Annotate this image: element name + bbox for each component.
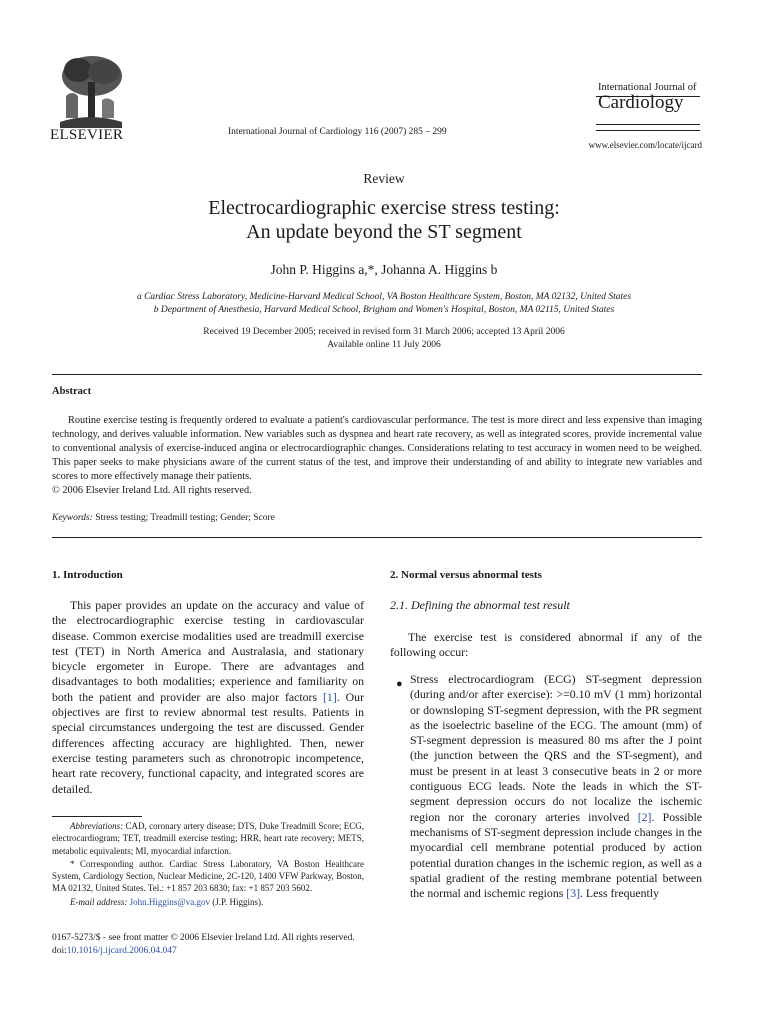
article-type: Review (363, 171, 405, 186)
journal-brand-line1: International Journal of (598, 82, 697, 93)
bullet-text-part1: Stress electrocardiogram (ECG) ST-segment depression (during and/or after exercise): >=0.10 mV (1 mm) horizontal or downsloping ST-segment depression, with the PR segment as the isoelectric baseline of the ECG. The amount (mm) of ST-segment depression is measured 80 ms after the J point (the junction between the QRS and the ST-segment), and must be present in at least 3 consecutive beats in 2 or more contiguous ECG leads. Note the leads in which the ST-segment depression occurs do not localize the ischemic region nor the coronary arteries involved (410, 672, 702, 824)
email-suffix: (J.P. Higgins). (212, 896, 264, 907)
abstract-text: Routine exercise testing is frequently ordered to evaluate a patient's cardiovascular performance. The test is more direct and less expensive than imaging technology, and derives valuable information. New variables such as dyspnea and heart rate recovery, as well as integrated scores, provide incremental value to conventional analysis of exercise-induced angina or electrocardiographic changes. Considerations relating to test accuracy in women need to be weighed. This paper seeks to make physicians aware of the current status of the test, and improve their understanding of and ability to integrate new variables and scores to more effectively manage their patients. (52, 415, 702, 482)
journal-url[interactable]: www.elsevier.com/locate/ijcard (588, 140, 702, 150)
abstract-heading: Abstract (52, 386, 92, 397)
abstract-top-rule (52, 374, 702, 375)
bullet-text-part3: . Less frequently (580, 886, 659, 901)
doi-label: doi: (52, 946, 67, 956)
title-line-2: An update beyond the ST segment (246, 221, 522, 243)
available-online: Available online 11 July 2006 (327, 340, 441, 350)
abstract-body (52, 414, 702, 498)
journal-citation: International Journal of Cardiology 116 (2007) 285 – 299 (228, 127, 447, 137)
footnotes (52, 820, 364, 909)
citation-link-2[interactable]: [2] (637, 809, 652, 824)
abbrev-text: CAD, coronary artery disease; DTS, Duke Treadmill Score; ECG, electrocardiogram; TET, treadmill exercise testing; HRR, heart rate recovery; METS, metabolic equivalents; MI, myocardial infarction. (52, 821, 364, 856)
abbrev-label: Abbreviations: (70, 821, 124, 831)
keywords-list: Stress testing; Treadmill testing; Gender; Score (95, 513, 275, 523)
abstract-bottom-rule (52, 537, 702, 538)
abnormal-intro (390, 630, 702, 661)
intro-text (52, 598, 364, 797)
bullet-st-depression (410, 672, 702, 901)
subsection-heading-abnormal-result: 2.1. Defining the abnormal test result (390, 598, 570, 612)
section-heading-introduction: 1. Introduction (52, 569, 123, 581)
footnote-corresponding-author: * Corresponding author. Cardiac Stress Laboratory, VA Boston Healthcare System, Cardiology Section, Nuclear Medicine, 2C-120, 1400 VFW Parkway, Boston, MA 02132, United States. Tel.: +1 857 203 6830; fax: +1 857 203 5602. (52, 858, 364, 894)
brand-rule-mid (596, 124, 700, 125)
issn-line: 0167-5273/$ - see front matter © 2006 Elsevier Ireland Ltd. All rights reserved. (52, 933, 355, 943)
brand-rule-bottom (596, 130, 700, 131)
footnote-abbreviations (52, 820, 364, 857)
elsevier-tree-logo (52, 52, 128, 128)
section-heading-normal-vs-abnormal: 2. Normal versus abnormal tests (390, 569, 542, 581)
citation-link-3[interactable]: [3] (566, 886, 581, 901)
bullet-text-part2: . Possible mechanisms of ST-segment depression include changes in the myocardial cell membrane potential produced by action potential duration changes in the ischemic region, as well as a spatial gradient of the resting membrane potential between the normal and ischemic regions (410, 809, 702, 901)
keywords-label: Keywords: (52, 513, 93, 523)
journal-brand-name: Cardiology (598, 92, 684, 113)
intro-text-part1: This paper provides an update on the accuracy and value of the electrocardiographic exercise testing in cardiovascular disease. Common exercise modalities used are treadmill exercise test (TET) in North America and Australasia, and stationary bicycle ergometer in Europe. There are advantages and disadvantages to both modalities; experience and familiarity on both the patient and provider are also major factors (52, 598, 364, 704)
publisher-name: ELSEVIER (50, 127, 124, 143)
doi-link[interactable]: 10.1016/j.ijcard.2006.04.047 (66, 946, 177, 956)
abnormal-intro-text: The exercise test is considered abnormal if any of the following occur: (390, 630, 702, 660)
citation-link-1[interactable]: [1] (323, 689, 337, 704)
article-title (0, 196, 768, 244)
front-matter-footer (52, 932, 355, 958)
keywords (52, 513, 275, 523)
introduction-paragraph (52, 598, 364, 797)
bullet-dot-icon: ● (396, 678, 403, 690)
authors: John P. Higgins a,*, Johanna A. Higgins b (270, 262, 498, 277)
affiliation-a: a Cardiac Stress Laboratory, Medicine-Harvard Medical School, VA Boston Healthcare System, Boston, MA 02132, United States (136, 292, 632, 302)
footnote-rule (52, 816, 142, 817)
affiliation-b: b Department of Anesthesia, Harvard Medical School, Brigham and Women's Hospital, Boston, MA 02115, United States (153, 305, 615, 315)
abstract-copyright: © 2006 Elsevier Ireland Ltd. All rights reserved. (52, 485, 252, 496)
title-line-1: Electrocardiographic exercise stress testing: (208, 197, 560, 219)
footnote-email (52, 896, 364, 908)
email-link[interactable]: John.Higgins@va.gov (129, 896, 210, 907)
received-dates: Received 19 December 2005; received in revised form 31 March 2006; accepted 13 April 2006 (203, 327, 565, 337)
email-label: E-mail address: (70, 896, 128, 907)
doi-line (52, 945, 355, 958)
intro-text-part2: . Our objectives are first to review abnormal test results. Patients in special circumstances undergoing the test are discussed. Gender differences affecting accuracy are highlighted. Then, newer exercise testing parameters such as chronotropic incompetence, heart rate recovery, functional capacity, and integrated scores are detailed. (52, 689, 365, 796)
